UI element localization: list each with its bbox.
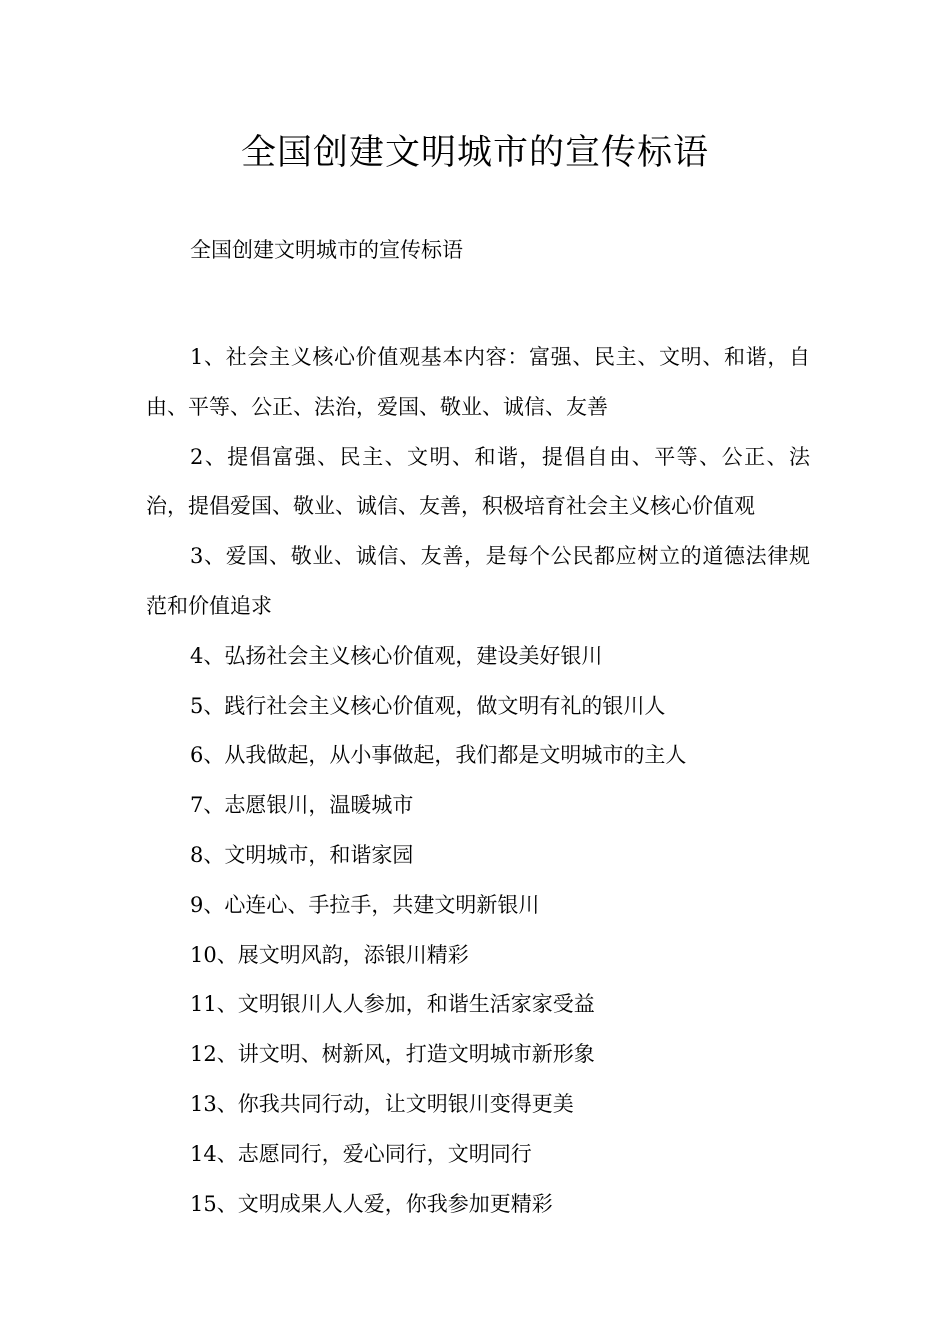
list-item: 9、心连心、手拉手，共建文明新银川	[190, 892, 540, 917]
list-item: 14、志愿同行，爱心同行，文明同行	[190, 1141, 532, 1166]
list-item: 7、志愿银川，温暖城市	[190, 793, 414, 818]
list-item: 5、践行社会主义核心价值观，做文明有礼的银川人	[190, 693, 666, 718]
list-item: 11、文明银川人人参加，和谐生活家家受益	[190, 992, 595, 1017]
list-item: 8、文明城市，和谐家园	[190, 842, 414, 867]
list-item: 1、社会主义核心价值观基本内容：富强、民主、文明、和谐，自由、平等、公正、法治，爱国、敬业、诚信、友善	[146, 345, 810, 419]
list-item: 10、展文明风韵，添银川精彩	[190, 942, 469, 967]
list-item: 13、你我共同行动，让文明银川变得更美	[190, 1091, 574, 1116]
list-item: 6、从我做起，从小事做起，我们都是文明城市的主人	[190, 743, 687, 768]
list-item: 12、讲文明、树新风，打造文明城市新形象	[190, 1042, 595, 1067]
document-subtitle: 全国创建文明城市的宣传标语	[190, 238, 463, 262]
list-item: 15、文明成果人人爱，你我参加更精彩	[190, 1191, 553, 1216]
list-item: 2、提倡富强、民主、文明、和谐，提倡自由、平等、公正、法治，提倡爱国、敬业、诚信、友善，积极培育社会主义核心价值观	[146, 444, 810, 519]
slogan-list	[146, 333, 810, 1229]
document-title: 全国创建文明城市的宣传标语	[240, 133, 709, 173]
list-item: 3、爱国、敬业、诚信、友善，是每个公民都应树立的道德法律规范和价值追求	[146, 544, 810, 618]
list-item: 4、弘扬社会主义核心价值观，建设美好银川	[190, 643, 603, 668]
